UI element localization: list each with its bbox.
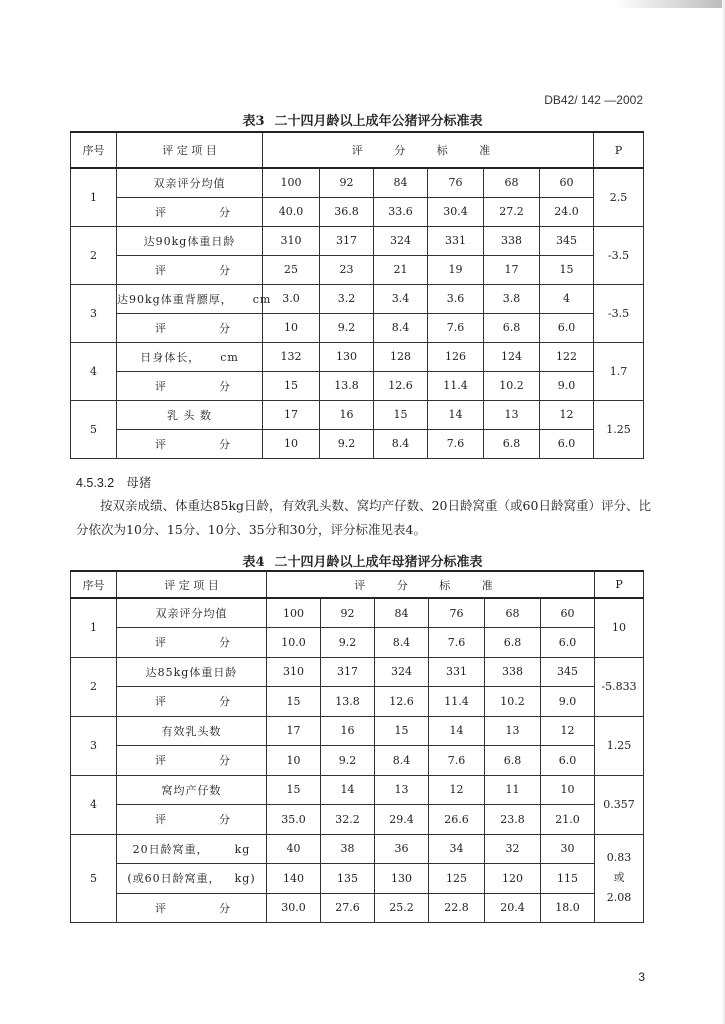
score-label-a: 评: [155, 321, 167, 335]
value-cell: 3.8: [484, 284, 540, 313]
score-cell: 8.4: [374, 429, 428, 458]
value-cell: 122: [540, 342, 594, 371]
item-row: [71, 598, 644, 628]
score-cell: 9.2: [321, 746, 375, 776]
score-cell: 7.6: [428, 313, 484, 342]
score-cell: 8.4: [375, 628, 429, 658]
score-cell: 11.4: [429, 687, 485, 717]
score-cell: 32.2: [321, 805, 375, 835]
row-seq: 5: [71, 400, 117, 458]
score-cell: 6.8: [485, 628, 541, 658]
table4-caption-title: 二十四月龄以上成年母猪评分标准表: [274, 555, 483, 570]
score-label-a: 评: [155, 636, 167, 650]
score-label-b: 分: [219, 636, 231, 650]
score-label-a: 评: [155, 695, 167, 709]
score-cell: 24.0: [540, 197, 594, 226]
score-label-b: 分: [219, 263, 231, 277]
row-seq: 4: [71, 342, 117, 400]
value-cell: 100: [263, 168, 320, 197]
value-cell: 345: [540, 226, 594, 255]
row-score-label: [117, 687, 267, 717]
value-cell: 60: [540, 168, 594, 197]
score-cell: 21.0: [541, 805, 595, 835]
score-label-a: 评: [155, 754, 167, 768]
item-label: 达90kg体重背膘厚，: [117, 292, 233, 306]
score-row: [71, 628, 644, 658]
row-score-label: [117, 805, 267, 835]
score-cell: 10.2: [484, 371, 540, 400]
value-cell: 3.2: [320, 284, 374, 313]
row-item-name: [117, 716, 267, 746]
row-p: 1.25: [594, 400, 644, 458]
table3-caption-title: 二十四月龄以上成年公猪评分标准表: [274, 114, 483, 129]
score-cell: 13.8: [320, 371, 374, 400]
value-cell: 76: [429, 598, 485, 628]
value-cell: 128: [374, 342, 428, 371]
section-heading: [76, 473, 151, 491]
item-label: 有效乳头数: [161, 724, 222, 738]
score-cell: 19: [428, 255, 484, 284]
score-cell: 9.2: [321, 628, 375, 658]
value-cell: 10: [541, 775, 595, 805]
value-cell: 124: [484, 342, 540, 371]
table4: [70, 570, 644, 923]
value-cell: 132: [263, 342, 320, 371]
table4-body: [71, 598, 644, 923]
score-cell: 29.4: [375, 805, 429, 835]
item-label: 窝均产仔数: [161, 783, 222, 797]
score-cell: 20.4: [485, 893, 541, 923]
value-cell: 3.6: [428, 284, 484, 313]
value-cell: 338: [485, 657, 541, 687]
value-cell: 317: [320, 226, 374, 255]
row-p: -3.5: [594, 284, 644, 342]
value-cell: 34: [429, 834, 485, 864]
value-cell: 68: [484, 168, 540, 197]
p-line: 0.83: [606, 851, 632, 865]
value-cell: 76: [428, 168, 484, 197]
row-score-label: [117, 255, 263, 284]
score-cell: 18.0: [541, 893, 595, 923]
value-cell: 15: [375, 716, 429, 746]
row-seq: 2: [71, 226, 117, 284]
item-label: 双亲评分均值: [155, 607, 228, 620]
score-cell: 27.2: [484, 197, 540, 226]
item-label: 日身体长，: [140, 350, 201, 364]
score-label-b: 分: [219, 205, 231, 219]
score-cell: 9.2: [320, 313, 374, 342]
table4-caption-number: 表4: [242, 555, 265, 570]
value-cell: 14: [428, 400, 484, 429]
row-score-label: [117, 197, 263, 226]
row-seq: 1: [71, 598, 117, 657]
item-label: 达85kg体重日龄: [145, 665, 238, 679]
value-cell: 13: [484, 400, 540, 429]
value-cell: 317: [321, 657, 375, 687]
section-title: 母猪: [126, 475, 152, 490]
score-row: [71, 197, 644, 226]
score-cell: 10.0: [267, 628, 321, 658]
score-cell: 30.0: [267, 893, 321, 923]
score-label-b: 分: [219, 437, 231, 451]
value-cell: 4: [540, 284, 594, 313]
score-cell: 27.6: [321, 893, 375, 923]
item-unit: kg: [234, 842, 251, 856]
header-standard: 评 分 标 准: [267, 571, 595, 598]
header-seq: 序号: [71, 132, 117, 168]
value-cell: 84: [374, 168, 428, 197]
score-cell: 6.8: [484, 429, 540, 458]
value-cell: 16: [321, 716, 375, 746]
score-cell: 15: [540, 255, 594, 284]
score-row: [71, 687, 644, 717]
score-row: [71, 313, 644, 342]
score-label-b: 分: [219, 754, 231, 768]
value-cell: 310: [263, 226, 320, 255]
p-line: 或: [613, 871, 625, 885]
score-cell: 9.0: [541, 687, 595, 717]
score-row: [71, 429, 644, 458]
row-p: -5.833: [595, 657, 644, 716]
score-cell: 9.2: [320, 429, 374, 458]
score-row: [71, 746, 644, 776]
value-cell: 12: [540, 400, 594, 429]
document-code: DB42/ 142 —2002: [544, 93, 643, 107]
value-cell: 310: [267, 657, 321, 687]
item-row: [71, 284, 644, 313]
section-number: 4.5.3.2: [76, 476, 115, 490]
score-cell: 23: [320, 255, 374, 284]
score-label-a: 评: [155, 813, 167, 827]
score-label-a: 评: [155, 205, 167, 219]
row-item-name: [117, 342, 263, 371]
score-cell: 7.6: [429, 746, 485, 776]
row-item-name: [117, 226, 263, 255]
row-seq: 3: [71, 716, 117, 775]
value-cell: 13: [375, 775, 429, 805]
value-cell: 13: [485, 716, 541, 746]
item-row: [71, 226, 644, 255]
table4-header-row: [71, 571, 644, 598]
header-p: P: [594, 132, 644, 168]
value-cell: 38: [321, 834, 375, 864]
value-cell: 331: [428, 226, 484, 255]
page-number: 3: [638, 970, 645, 984]
score-cell: 8.4: [375, 746, 429, 776]
row-score-label: [117, 371, 263, 400]
item-unit: cm: [252, 292, 272, 306]
value-cell: 30: [541, 834, 595, 864]
score-cell: 13.8: [321, 687, 375, 717]
item-row: [71, 400, 644, 429]
value-cell: 68: [485, 598, 541, 628]
value-cell: 130: [375, 864, 429, 894]
score-label-a: 评: [155, 263, 167, 277]
scan-artifact: [615, 0, 725, 8]
score-cell: 8.4: [374, 313, 428, 342]
value-cell: 130: [320, 342, 374, 371]
row-item-name: [117, 834, 267, 864]
value-cell: 135: [321, 864, 375, 894]
score-cell: 6.0: [540, 429, 594, 458]
row-item-name: [117, 864, 267, 894]
header-seq: 序号: [71, 571, 117, 598]
score-cell: 26.6: [429, 805, 485, 835]
score-cell: 7.6: [429, 628, 485, 658]
score-cell: 12.6: [374, 371, 428, 400]
header-p: P: [595, 571, 644, 598]
row-seq: 2: [71, 657, 117, 716]
row-p: 10: [595, 598, 644, 657]
score-cell: 25: [263, 255, 320, 284]
score-cell: 21: [374, 255, 428, 284]
header-item: 评 定 项 目: [117, 132, 263, 168]
value-cell: 331: [429, 657, 485, 687]
score-row: [71, 371, 644, 400]
row-seq: 3: [71, 284, 117, 342]
value-cell: 60: [541, 598, 595, 628]
score-cell: 22.8: [429, 893, 485, 923]
row-score-label: [117, 746, 267, 776]
score-cell: 9.0: [540, 371, 594, 400]
value-cell: 17: [267, 716, 321, 746]
row-item-name: [117, 284, 272, 313]
score-cell: 6.0: [540, 313, 594, 342]
table4-row5-b: [71, 864, 644, 894]
score-label-a: 评: [155, 437, 167, 451]
score-cell: 35.0: [267, 805, 321, 835]
score-label-b: 分: [219, 321, 231, 335]
score-cell: 10: [267, 746, 321, 776]
header-standard: 评 分 标 准: [263, 132, 594, 168]
score-cell: 17: [484, 255, 540, 284]
p-line: 2.08: [606, 891, 632, 905]
item-row: [71, 657, 644, 687]
item-row: [71, 775, 644, 805]
score-cell: 36.8: [320, 197, 374, 226]
score-cell: 6.0: [541, 628, 595, 658]
score-cell: 10: [263, 429, 320, 458]
table3-header-row: [71, 132, 644, 168]
row-p: -3.5: [594, 226, 644, 284]
item-row: [71, 716, 644, 746]
row-item-name: [117, 775, 267, 805]
score-cell: 6.0: [541, 746, 595, 776]
score-label-b: 分: [219, 695, 231, 709]
score-label-a: 评: [155, 901, 167, 915]
value-cell: 92: [320, 168, 374, 197]
item-row: [71, 168, 644, 197]
value-cell: 84: [375, 598, 429, 628]
score-cell: 10: [263, 313, 320, 342]
score-cell: 23.8: [485, 805, 541, 835]
row-seq: 4: [71, 775, 117, 834]
item-unit: cm: [220, 350, 239, 364]
value-cell: 338: [484, 226, 540, 255]
item-label: (或60日龄窝重，: [127, 872, 221, 886]
table3: [70, 131, 644, 459]
row-seq: 1: [71, 168, 117, 226]
value-cell: 15: [374, 400, 428, 429]
score-label-b: 分: [219, 813, 231, 827]
row-p: 0.357: [595, 775, 644, 834]
row-p: 2.5: [594, 168, 644, 226]
row-item-name: [117, 400, 263, 429]
value-cell: 120: [485, 864, 541, 894]
row-item-name: [117, 598, 267, 628]
table4-row5-score: [71, 893, 644, 923]
score-cell: 11.4: [428, 371, 484, 400]
value-cell: 140: [267, 864, 321, 894]
score-label-a: 评: [155, 379, 167, 393]
header-item: 评 定 项 目: [117, 571, 267, 598]
row-item-name: [117, 657, 267, 687]
row-score-label: [117, 429, 263, 458]
score-cell: 25.2: [375, 893, 429, 923]
value-cell: 36: [375, 834, 429, 864]
row-score-label: [117, 893, 267, 923]
score-cell: 30.4: [428, 197, 484, 226]
row-seq: 5: [71, 834, 117, 923]
score-cell: 7.6: [428, 429, 484, 458]
score-cell: 6.8: [485, 746, 541, 776]
value-cell: 15: [267, 775, 321, 805]
value-cell: 12: [429, 775, 485, 805]
table4-row5-a: [71, 834, 644, 864]
value-cell: 40: [267, 834, 321, 864]
item-label: 20日龄窝重，: [132, 842, 209, 856]
value-cell: 14: [321, 775, 375, 805]
value-cell: 11: [485, 775, 541, 805]
score-cell: 10.2: [485, 687, 541, 717]
value-cell: 115: [541, 864, 595, 894]
item-label: 乳 头 数: [167, 408, 212, 422]
value-cell: 324: [375, 657, 429, 687]
score-cell: 33.6: [374, 197, 428, 226]
score-cell: 40.0: [263, 197, 320, 226]
score-label-b: 分: [219, 901, 231, 915]
value-cell: 3.0: [263, 284, 320, 313]
value-cell: 126: [428, 342, 484, 371]
item-row: [71, 342, 644, 371]
value-cell: 12: [541, 716, 595, 746]
score-cell: 6.8: [484, 313, 540, 342]
row-item-name: [117, 168, 263, 197]
score-label-b: 分: [219, 379, 231, 393]
row-score-label: [117, 628, 267, 658]
value-cell: 92: [321, 598, 375, 628]
section-paragraph: 按双亲成绩、体重达85kg日龄，有效乳头数、窝均产仔数、20日龄窝重（或60日龄窝重）评分、比分依次为10分、15分、10分、35分和30分，评分标准见表4。: [76, 498, 651, 537]
table3-body: [71, 168, 644, 458]
score-cell: 15: [267, 687, 321, 717]
row-p: 1.7: [594, 342, 644, 400]
item-label: 双亲评分均值: [153, 176, 226, 190]
value-cell: 17: [263, 400, 320, 429]
item-label: 达90kg体重日龄: [143, 234, 236, 248]
score-cell: 15: [263, 371, 320, 400]
table3-caption: [0, 110, 725, 129]
score-cell: 12.6: [375, 687, 429, 717]
score-row: [71, 805, 644, 835]
table3-caption-number: 表3: [242, 114, 265, 129]
value-cell: 100: [267, 598, 321, 628]
row-score-label: [117, 313, 263, 342]
row-p: 1.25: [595, 716, 644, 775]
value-cell: 3.4: [374, 284, 428, 313]
value-cell: 32: [485, 834, 541, 864]
value-cell: 324: [374, 226, 428, 255]
score-row: [71, 255, 644, 284]
value-cell: 345: [541, 657, 595, 687]
value-cell: 16: [320, 400, 374, 429]
item-unit: kg): [234, 872, 256, 886]
value-cell: 14: [429, 716, 485, 746]
value-cell: 125: [429, 864, 485, 894]
table4-caption: [0, 551, 725, 570]
row-p: [595, 834, 644, 923]
